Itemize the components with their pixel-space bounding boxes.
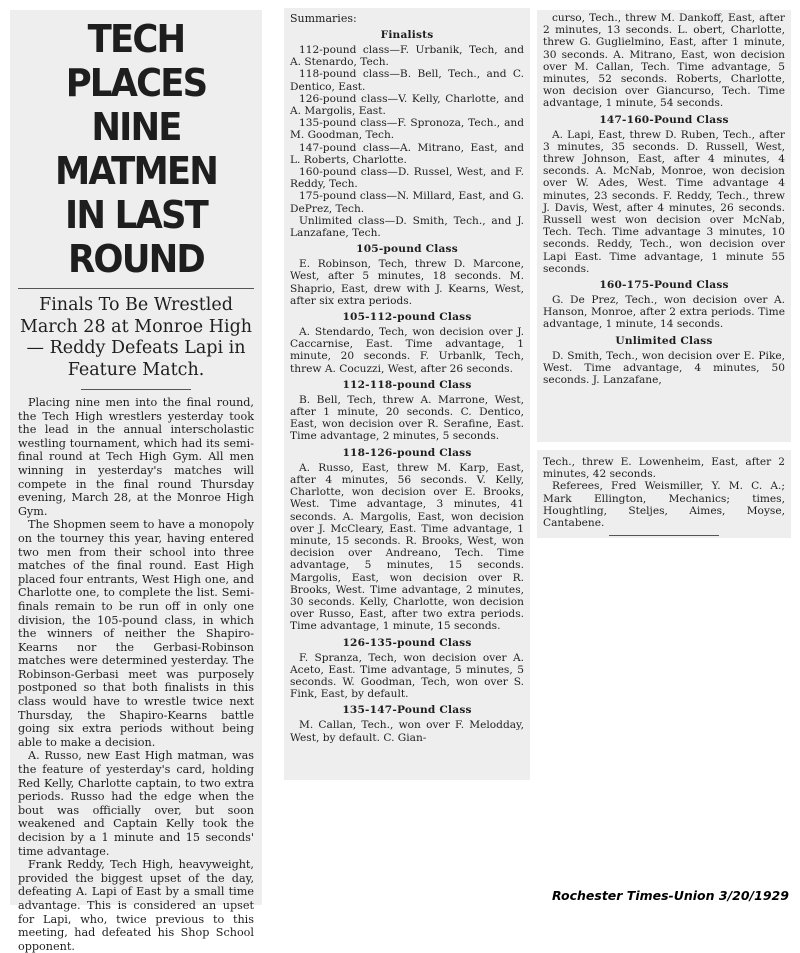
subhead-rule: [81, 389, 191, 390]
finalist-entry: 147-pound class—A. Mitrano, East, and L. Roberts, Charlotte.: [290, 141, 524, 166]
class-heading: 105-pound Class: [356, 243, 458, 256]
class-heading: 126-135-pound Class: [342, 636, 472, 649]
headline-line-2: NINE MATMEN: [54, 105, 218, 194]
article-paragraph: A. Russo, new East High matman, was the feature of yesterday's card, holding Red Kelly, Charlotte captain, to two extra periods. Russo had the edge when the bout was officially over, but soon weakened and Captain Kelly took the decision by a 1 minute and 15 seconds' time advantage.: [18, 749, 254, 858]
clipping-column-1: [10, 10, 262, 953]
subheadline: Finals To Be Wrestled March 28 at Monroe High — Reddy Defeats Lapi in Feature Match.: [19, 295, 253, 380]
summaries-label: Summaries:: [290, 12, 357, 25]
class-results: A. Russo, East, threw M. Karp, East, after 4 minutes, 56 seconds. V. Kelly, Charlotte, won decision over E. Brooks, West. Time advantage, 3 minutes, 41 seconds. A. Margolis, East, won decision over J. McCleary, East. Time advantage, 1 minute, 15 seconds. R. Brooks, West, won decision over Andreano, Tech. Time advantage, 5 minutes, 15 seconds. Margolis, East, won decision over R. Brooks, West. Time advantage, 2 minutes, 30 seconds. Kelly, Charlotte, won decision over Russo, East, after two extra periods. Time advantage, 1 minute, 15 seconds.: [290, 461, 524, 633]
class-heading: 135-147-Pound Class: [342, 704, 472, 717]
class-results: M. Callan, Tech., won over F. Melodday, West, by default. C. Gian-: [290, 719, 524, 744]
headline-line-3: IN LAST ROUND: [65, 193, 207, 282]
class-heading: 112-118-pound Class: [342, 378, 472, 391]
class-results: E. Robinson, Tech, threw D. Marcone, West, after 5 minutes, 18 seconds. M. Shaprio, East, drew with J. Kearns, West, after six extra periods.: [290, 258, 524, 307]
clipping-column-2: [284, 8, 530, 780]
source-credit: Rochester Times-Union 3/20/1929: [552, 888, 789, 903]
finalist-entry: 118-pound class—B. Bell, Tech., and C. Dentico, East.: [290, 68, 524, 93]
headline-line-1: TECH PLACES: [65, 17, 207, 106]
class-heading: 105-112-pound Class: [342, 311, 472, 324]
clipping-column-3-top: [537, 10, 791, 442]
class-results: A. Lapi, East, threw D. Ruben, Tech., after 3 minutes, 35 seconds. D. Russell, West, threw Johnson, East, after 4 minutes, 4 seconds. A. McNab, Monroe, won decision over W. Ades, West. Time advantage 4 minutes, 23 seconds. F. Reddy, Tech., threw J. Davis, West, after 4 minutes, 26 seconds. Russell west won decision over McNab, Tech. Tech. Time advantage 3 minutes, 10 seconds. Reddy, Tech., won decision over Lapi East. Time advantage, 1 minute 55 seconds.: [543, 128, 785, 275]
article-paragraph: Frank Reddy, Tech High, heavyweight, provided the biggest upset of the day, defeating A. Lapi of East by a small time advantage. This is considered an upset for Lapi, who, twice previous to this meeting, had defeated his Shop School opponent.: [18, 858, 254, 953]
finalist-entry: 112-pound class—F. Urbanik, Tech, and A. Stenardo, Tech.: [290, 44, 524, 69]
finalist-entry: 135-pound class—F. Spronoza, Tech., and M. Goodman, Tech.: [290, 117, 524, 142]
class-heading: 160-175-Pound Class: [599, 279, 729, 292]
class-heading: Unlimited Class: [615, 334, 713, 347]
article-body: [18, 396, 254, 953]
article-paragraph: Placing nine men into the final round, the Tech High wrestlers yesterday took the lead in the annual interscholastic westling tournament, which had its semi-final round at Tech High Gym. All men winning in yesterday's matches will compete in the final round Thursday evening, March 28, at the Monroe High Gym.: [18, 396, 254, 518]
finalist-entry: 175-pound class—N. Millard, East, and G. DePrez, Tech.: [290, 190, 524, 215]
finalist-entry: Unlimited class—D. Smith, Tech., and J. Lanzafane, Tech.: [290, 214, 524, 240]
end-rule: [609, 535, 719, 536]
finalist-entry: 160-pound class—D. Russel, West, and F. Reddy, Tech.: [290, 166, 524, 191]
class-results-continued: Tech., threw E. Lowenheim, East, after 2 minutes, 42 seconds.: [543, 456, 785, 481]
class-results: G. De Prez, Tech., won decision over A. Hanson, Monroe, after 2 extra periods. Time advantage, 1 minute, 14 seconds.: [543, 294, 785, 331]
class-heading: 147-160-Pound Class: [599, 113, 729, 126]
article-paragraph: The Shopmen seem to have a monopoly on the tourney this year, having entered two men from their school into three matches of the final round. East High placed four entrants, West High one, and Charlotte one, to complete the list. Semi-finals remain to be run off in only one division, the 105-pound class, in which the winners of neither the Shapiro-Kearns nor the Gerbasi-Robinson matches were determined yesterday. The Robinson-Gerbasi meet was purposely postponed so that both finalists in this class would have to wrestle twice next Thursday, the Shapiro-Kearns battle going six extra periods without being able to make a decision.: [18, 518, 254, 749]
class-heading: 118-126-pound Class: [342, 446, 472, 459]
finalist-entry: 126-pound class—V. Kelly, Charlotte, and A. Margolis, East.: [290, 92, 524, 118]
class-results: A. Stendardo, Tech, won decision over J. Caccarnise, East. Time advantage, 1 minute, 20 seconds. F. Urbanlk, Tech, threw A. Cocuzzi, West, after 26 seconds.: [290, 326, 524, 375]
class-results-continued: curso, Tech., threw M. Dankoff, East, after 2 minutes, 13 seconds. L. obert, Charlotte, threw G. Guglielmino, East, after 1 minute, 30 seconds. A. Mitrano, East, won decision over M. Callan, Tech. Time advantage, 5 minutes, 52 seconds. Roberts, Charlotte, won decision over Giancurso, Tech. Time advantage, 1 minute, 54 seconds.: [543, 12, 785, 110]
class-results: B. Bell, Tech, threw A. Marrone, West, after 1 minute, 20 seconds. C. Dentico, East, won decision over R. Serafine, East. Time advantage, 2 minutes, 5 seconds.: [290, 393, 524, 443]
clipping-column-3-bottom: [537, 450, 791, 538]
finalists-heading: Finalists: [380, 29, 434, 41]
headline: [27, 18, 244, 282]
class-results: D. Smith, Tech., won decision over E. Pike, West. Time advantage, 4 minutes, 50 seconds. J. Lanzafane,: [543, 349, 785, 387]
headline-rule: [18, 288, 254, 289]
referees-line: Referees, Fred Weismiller, Y. M. C. A.; Mark Ellington, Mechanics; times, Houghtling, Steljes, Aimes, Moyse, Cantabene.: [543, 480, 785, 530]
class-results: F. Spranza, Tech, won decision over A. Aceto, East. Time advantage, 5 minutes, 5 seconds. W. Goodman, Tech, won over S. Fink, East, by default.: [290, 651, 524, 701]
